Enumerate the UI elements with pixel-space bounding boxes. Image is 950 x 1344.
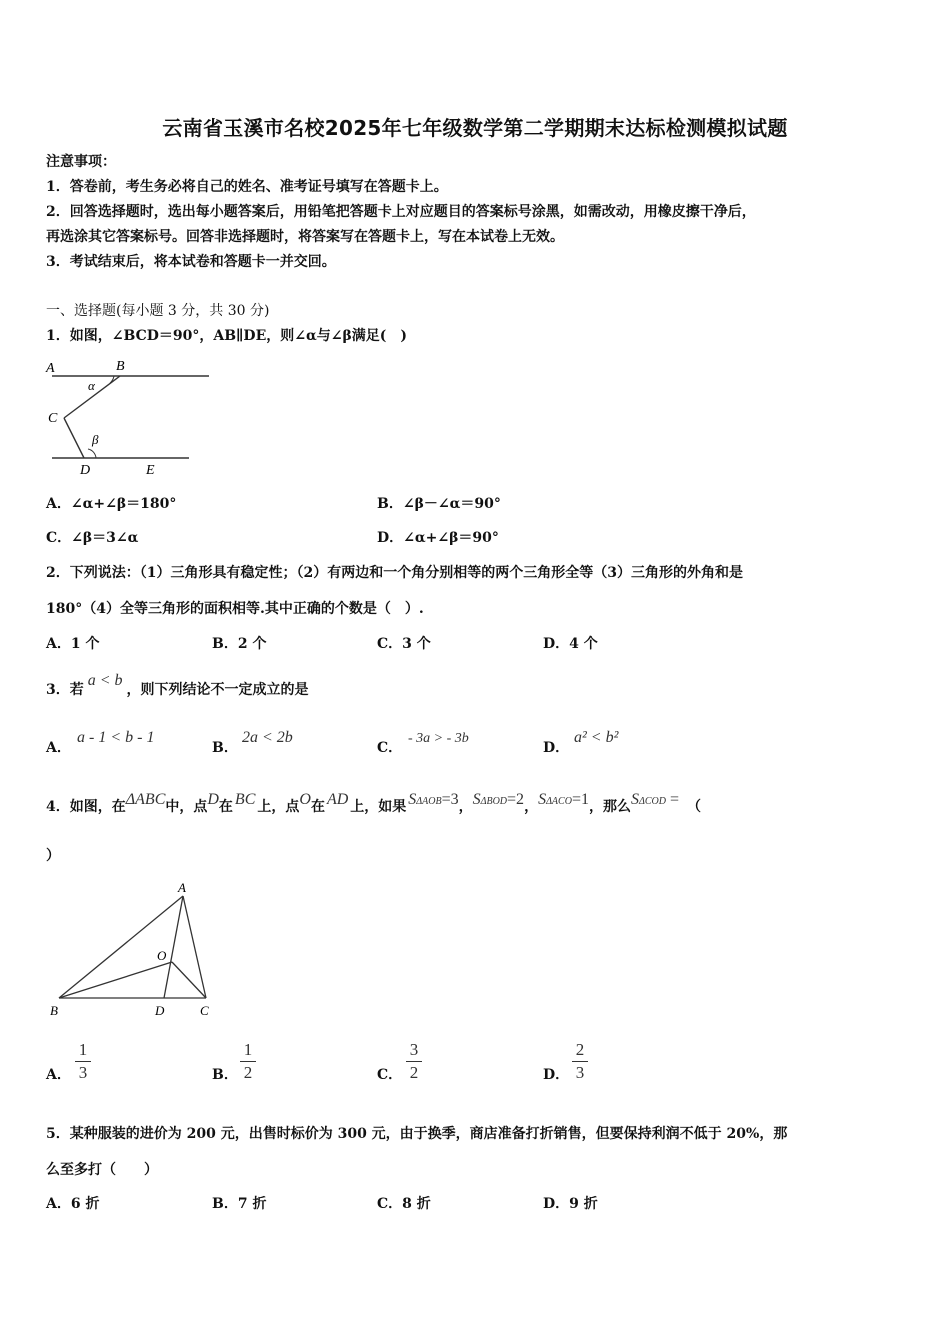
note-item: 再选涂其它答案标号。回答非选择题时，将答案写在答题卡上，写在本试卷上无效。 bbox=[46, 229, 564, 245]
section-heading: 一、选择题(每小题 3 分，共 30 分) bbox=[46, 303, 270, 319]
q4-text: 在 bbox=[310, 799, 325, 815]
q4-area-bod: SΔBOD=2 bbox=[472, 791, 525, 808]
q5-stem-line1: 5．某种服装的进价为 200 元，出售时标价为 300 元，由于换季，商店准备打折销售，但要保持利润不低于 20%，那 bbox=[46, 1126, 788, 1142]
q3-prefix: 3．若 bbox=[46, 682, 84, 698]
label-E: E bbox=[146, 463, 155, 478]
q4-text: 中，点 bbox=[165, 799, 208, 815]
q4-text: 上，点 bbox=[257, 799, 300, 815]
q4-text: ， bbox=[524, 799, 539, 815]
q4-option-b-fraction: 1 2 bbox=[238, 1040, 258, 1083]
q2-option-c: C．3 个 bbox=[377, 636, 431, 652]
q3-option-c-letter: C． bbox=[377, 740, 403, 756]
q3-option-b-letter: B． bbox=[212, 740, 238, 756]
label-A: A bbox=[46, 361, 55, 376]
q5-option-c: C．8 折 bbox=[377, 1196, 431, 1212]
q4-area-aco: SΔACO=1 bbox=[538, 791, 589, 808]
note-item: 3．考试结束后，将本试卷和答题卡一并交回。 bbox=[46, 254, 336, 270]
label-B: B bbox=[50, 1003, 58, 1018]
q4-option-d-letter: D． bbox=[543, 1067, 570, 1083]
q4-option-b-letter: B． bbox=[212, 1067, 238, 1083]
q3-option-d-letter: D． bbox=[543, 740, 570, 756]
q1-option-a: A．∠α+∠β＝180° bbox=[46, 496, 177, 512]
notes-heading: 注意事项： bbox=[46, 154, 116, 170]
q1-option-c: C．∠β＝3∠α bbox=[46, 530, 139, 546]
q4-option-a-letter: A． bbox=[46, 1067, 71, 1083]
q4-option-c-fraction: 3 2 bbox=[404, 1040, 424, 1083]
q4-option-a-fraction: 1 3 bbox=[73, 1040, 93, 1083]
q3-stem bbox=[46, 672, 309, 700]
page-title: 云南省玉溪市名校2025年七年级数学第二学期期末达标检测模拟试题 bbox=[162, 116, 788, 140]
q4-area-cod: SΔCOD = bbox=[630, 791, 679, 808]
label-B: B bbox=[116, 359, 125, 374]
q1-option-b: B．∠β－∠α＝90° bbox=[377, 496, 501, 512]
q3-suffix: ，则下列结论不一定成立的是 bbox=[126, 682, 309, 698]
q3-option-b-expr: 2a < 2b bbox=[242, 729, 293, 746]
q5-option-d: D．9 折 bbox=[543, 1196, 598, 1212]
q4-text: ，那么 bbox=[588, 799, 631, 815]
q4-segment-bc: BC bbox=[234, 791, 256, 808]
q4-figure bbox=[44, 876, 224, 1026]
q5-option-a: A．6 折 bbox=[46, 1196, 100, 1212]
label-A: A bbox=[178, 880, 186, 895]
q2-option-a: A．1 个 bbox=[46, 636, 100, 652]
label-C: C bbox=[200, 1003, 209, 1018]
q4-option-d-fraction: 2 3 bbox=[570, 1040, 590, 1083]
q4-point-d: D bbox=[207, 791, 219, 808]
q2-option-d: D．4 个 bbox=[543, 636, 598, 652]
q4-area-aob: SΔAOB=3 bbox=[408, 791, 459, 808]
q4-text: （ bbox=[686, 799, 701, 815]
label-C: C bbox=[48, 411, 58, 426]
q3-condition: a < b bbox=[87, 672, 123, 689]
q4-text: 在 bbox=[218, 799, 233, 815]
q4-text: 上，如果 bbox=[350, 799, 407, 815]
q4-stem bbox=[46, 791, 701, 819]
q5-stem-line2: 么至多打（ ） bbox=[46, 1162, 158, 1178]
label-D: D bbox=[155, 1003, 165, 1018]
q5-option-b: B．7 折 bbox=[212, 1196, 267, 1212]
q4-text: 4．如图，在 bbox=[46, 799, 126, 815]
label-D: D bbox=[80, 463, 91, 478]
q4-option-c-letter: C． bbox=[377, 1067, 403, 1083]
q4-stem-close: ） bbox=[46, 848, 60, 864]
q2-option-b: B．2 个 bbox=[212, 636, 267, 652]
note-item: 2．回答选择题时，选出每小题答案后，用铅笔把答题卡上对应题目的答案标号涂黑，如需改动，用橡皮擦干净后， bbox=[46, 204, 756, 220]
q4-segment-ad: AD bbox=[326, 791, 349, 808]
q1-option-d: D．∠α+∠β＝90° bbox=[377, 530, 499, 546]
q1-stem: 1．如图，∠BCD＝90°，AB∥DE，则∠α与∠β满足( ) bbox=[46, 328, 408, 344]
label-O: O bbox=[157, 948, 167, 963]
q3-option-a-expr: a - 1 < b - 1 bbox=[77, 729, 155, 746]
q1-figure bbox=[44, 356, 214, 480]
q4-triangle: ΔABC bbox=[125, 791, 166, 808]
note-item: 1．答卷前，考生务必将自己的姓名、准考证号填写在答题卡上。 bbox=[46, 179, 448, 195]
q4-text: ， bbox=[458, 799, 473, 815]
q2-stem-line1: 2．下列说法：（1）三角形具有稳定性；（2）有两边和一个角分别相等的两个三角形全等（3）三角形的外角和是 bbox=[46, 565, 743, 581]
q3-option-d-expr: a² < b² bbox=[574, 729, 619, 746]
q4-point-o: O bbox=[299, 791, 311, 808]
q3-option-c-expr: - 3a > - 3b bbox=[408, 731, 469, 746]
q2-stem-line2: 180°（4）全等三角形的面积相等.其中正确的个数是（ ）. bbox=[46, 601, 424, 617]
q3-option-a-letter: A． bbox=[46, 740, 71, 756]
label-alpha: α bbox=[88, 378, 95, 393]
label-beta: β bbox=[92, 432, 99, 447]
